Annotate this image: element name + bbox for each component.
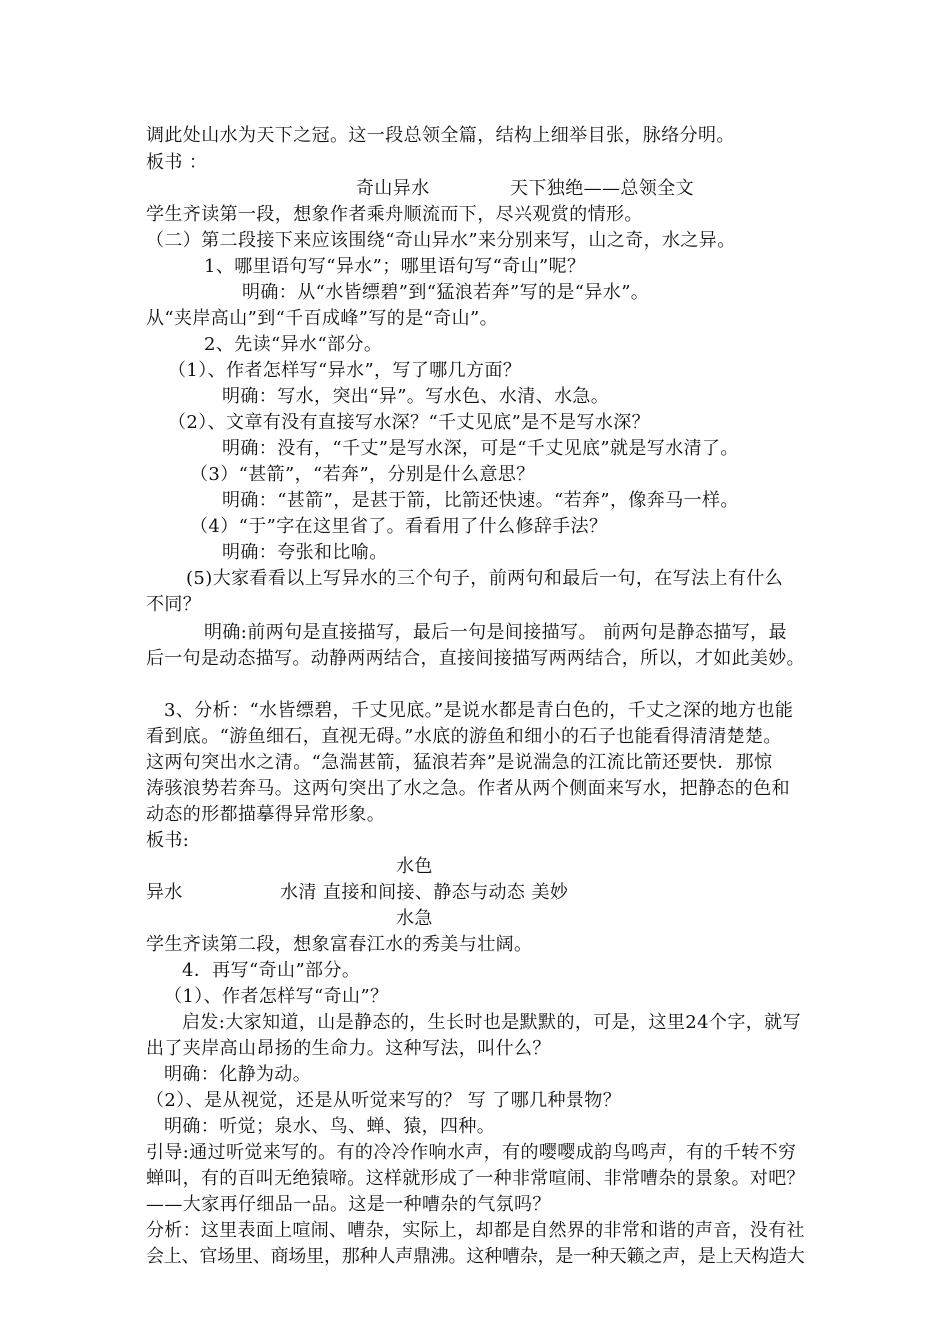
text-line: 2、先读“异水“部分。 xyxy=(204,334,383,355)
text-line: （3）“甚箭”，“若奔”，分别是什么意思？ xyxy=(190,464,535,485)
text-line: 明确：“甚箭”，是甚于箭，比箭还快速。“若奔”，像奔马一样。 xyxy=(222,490,739,511)
text-line: 这两句突出水之清。“急湍甚箭，猛浪若奔”是说湍急的江流比箭还要快．那惊 xyxy=(146,752,773,773)
text-line: 明确：化静为动。 xyxy=(164,1064,312,1085)
text-line: 从“夹岸高山”到“千百成峰”写的是“奇山”。 xyxy=(146,308,499,329)
text-line: 学生齐读第二段，想象富春江水的秀美与壮阔。 xyxy=(146,934,533,955)
text-line: 看到底。“游鱼细石，直视无碍。”水底的游鱼和细小的石子也能看得清清楚楚。 xyxy=(146,726,782,747)
text-line: ——大家再仔细品一品。这是一种嘈杂的气氛吗？ xyxy=(146,1194,551,1215)
text-line: 明确：写水，突出“异”。写水色、水清、水急。 xyxy=(222,386,610,407)
text-line: 学生齐读第一段，想象作者乘舟顺流而下，尽兴观赏的情形。 xyxy=(146,204,643,225)
text-line: 4．再写“奇山”部分。 xyxy=(182,960,361,981)
text-line: 水色 xyxy=(396,856,433,877)
text-line: 分析：这里表面上喧闹、嘈杂，实际上，却都是自然界的非常和谐的声音，没有社 xyxy=(146,1220,805,1241)
text-line: （1）、作者怎样写“奇山”？ xyxy=(164,986,389,1007)
text-line: 异水 xyxy=(146,882,183,903)
text-line: 涛骇浪势若奔马。这两句突出了水之急。作者从两个侧面来写水，把静态的色和 xyxy=(146,778,790,799)
text-line: 后一句是动态描写。动静两两结合，直接间接描写两两结合，所以，才如此美妙。 xyxy=(146,648,805,669)
text-line: 板书: xyxy=(146,830,190,851)
text-line: 蝉叫，有的百叫无绝猿啼。这样就形成了一种非常喧闹、非常嘈杂的景象。对吧？ xyxy=(146,1168,805,1189)
text-line: 调此处山水为天下之冠。这一段总领全篇，结构上细举目张，脉络分明。 xyxy=(146,125,735,146)
text-line: （1）、作者怎样写“异水”，写了哪几方面？ xyxy=(168,360,522,381)
text-line: 启发:大家知道，山是静态的，生长时也是默默的，可是，这里24个字，就写 xyxy=(182,1012,801,1033)
text-line: 奇山异水 xyxy=(356,178,430,199)
text-line: 引导:通过听觉来写的。有的冷冷作响水声，有的嘤嘤成韵鸟鸣声，有的千转不穷 xyxy=(146,1142,797,1163)
text-line: 不同？ xyxy=(146,594,202,615)
text-line: 1、哪里语句写“异水”；哪里语句写“奇山”呢？ xyxy=(204,256,586,277)
text-line: 天下独绝——总领全文 xyxy=(510,178,694,199)
text-line: (5)大家看看以上写异水的三个句子，前两句和最后一句，在写法上有什么 xyxy=(186,568,784,589)
text-line: 动态的形都描摹得异常形象。 xyxy=(146,804,386,825)
text-line: （二）第二段接下来应该围绕“奇山异水”来分别来写，山之奇，水之异。 xyxy=(146,230,736,251)
text-line: （2）、是从视觉，还是从听觉来写的？ 写 了哪几种景物？ xyxy=(146,1090,622,1111)
text-line: （2）、文章有没有直接写水深？“千丈见底”是不是写水深？ xyxy=(168,412,651,433)
text-line: 3、分析：“水皆缥碧，千丈见底。”是说水都是青白色的，千丈之深的地方也能 xyxy=(164,700,794,721)
text-line: 明确：听觉；泉水、鸟、蝉、猿，四种。 xyxy=(164,1116,496,1137)
text-line: 水清 直接和间接、静态与动态 美妙 xyxy=(280,882,569,903)
text-line: 会上、官场里、商场里，那种人声鼎沸。这种嘈杂，是一种天籁之声，是上天构造大 xyxy=(146,1246,805,1267)
text-line: 明确:前两句是直接描写，最后一句是间接描写。 前两句是静态描写，最 xyxy=(204,622,787,643)
text-line: 明确：从“水皆缥碧”到“猛浪若奔”写的是“异水”。 xyxy=(242,282,650,303)
text-line: （4）“于”字在这里省了。看看用了什么修辞手法？ xyxy=(190,516,608,537)
text-line: 板书 ： xyxy=(146,152,208,173)
text-line: 出了夹岸高山昂扬的生命力。这种写法，叫什么？ xyxy=(146,1038,551,1059)
text-line: 水急 xyxy=(396,908,433,929)
text-line: 明确：没有，“千丈”是写水深，可是“千丈见底”就是写水清了。 xyxy=(222,438,739,459)
text-line: 明确：夸张和比喻。 xyxy=(222,542,388,563)
